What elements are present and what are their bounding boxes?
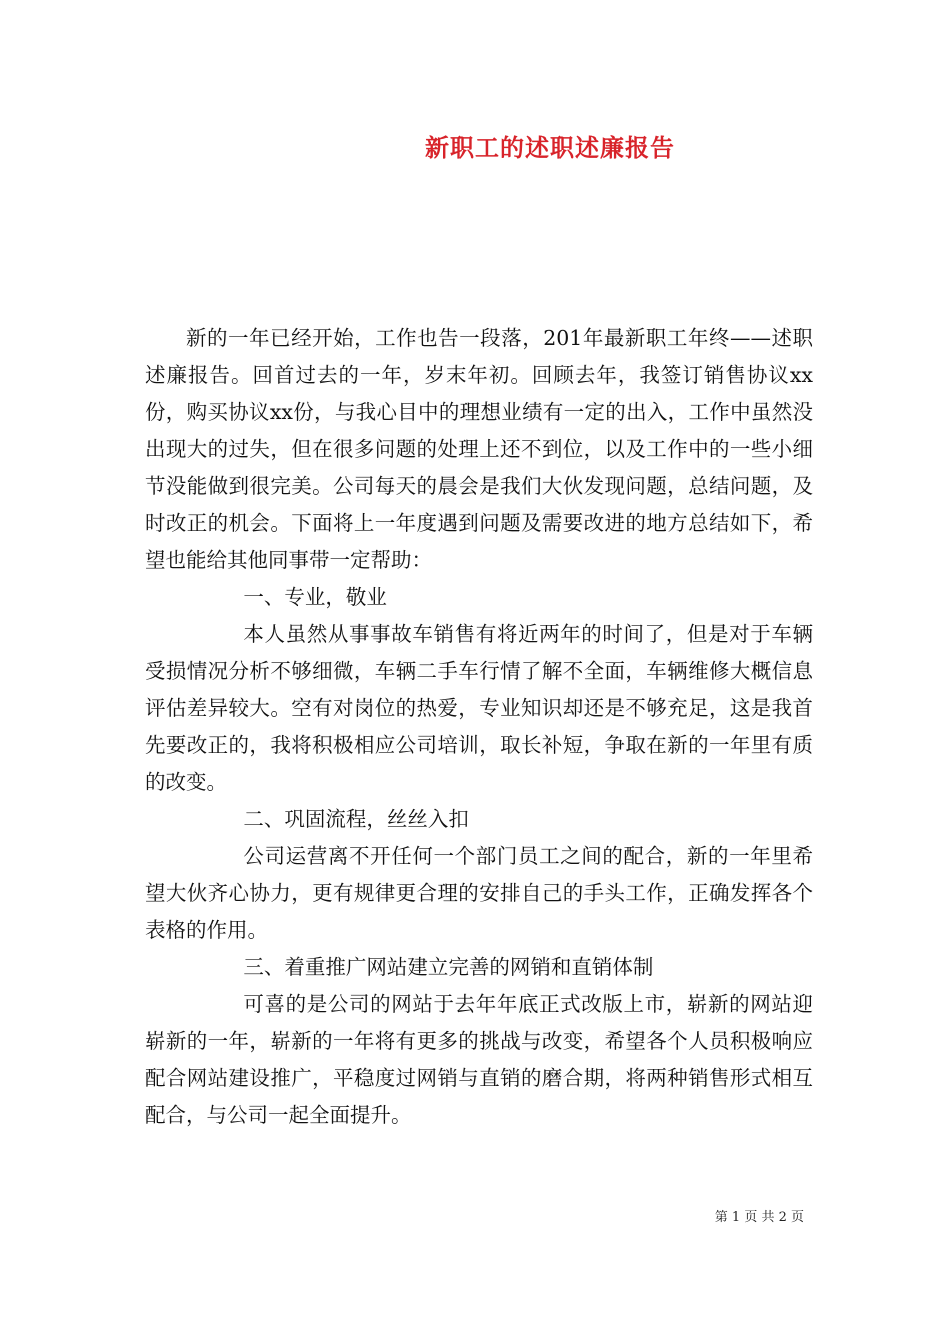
paragraph-section-2: 公司运营离不开任何一个部门员工之间的配合，新的一年里希望大伙齐心协力，更有规律更合理的安排自己的手头工作，正确发挥各个表格的作用。 — [145, 844, 813, 942]
section-heading-2: 二、巩固流程，丝丝入扣 — [243, 807, 469, 831]
document-title: 新职工的述职述廉报告 — [425, 133, 675, 162]
paragraph-section-3: 可喜的是公司的网站于去年年底正式改版上市，崭新的网站迎崭新的一年，崭新的一年将有更多的挑战与改变，希望各个人员积极响应配合网站建设推广，平稳度过网销与直销的磨合期，将两种销售形式相互配合，与公司一起全面提升。 — [145, 992, 813, 1127]
page-number-footer: 第 1 页 共 2 页 — [714, 1210, 804, 1225]
paragraph-intro: 新的一年已经开始，工作也告一段落，201年最新职工年终——述职述廉报告。回首过去的一年，岁末年初。回顾去年，我签订销售协议xx份，购买协议xx份，与我心目中的理想业绩有一定的出入，工作中虽然没出现大的过失，但在很多问题的处理上还不到位，以及工作中的一些小细节没能做到很完美。公司每天的晨会是我们大伙发现问题，总结问题，及时改正的机会。下面将上一年度遇到问题及需要改进的地方总结如下，希望也能给其他同事带一定帮助： — [145, 326, 813, 572]
section-heading-1: 一、专业，敬业 — [243, 585, 387, 609]
section-heading-3: 三、着重推广网站建立完善的网销和直销体制 — [243, 955, 654, 979]
paragraph-section-1: 本人虽然从事事故车销售有将近两年的时间了，但是对于车辆受损情况分析不够细微，车辆二手车行情了解不全面，车辆维修大概信息评估差异较大。空有对岗位的热爱，专业知识却还是不够充足，这是我首先要改正的，我将积极相应公司培训，取长补短，争取在新的一年里有质的改变。 — [145, 622, 813, 794]
document-body — [145, 320, 813, 1134]
